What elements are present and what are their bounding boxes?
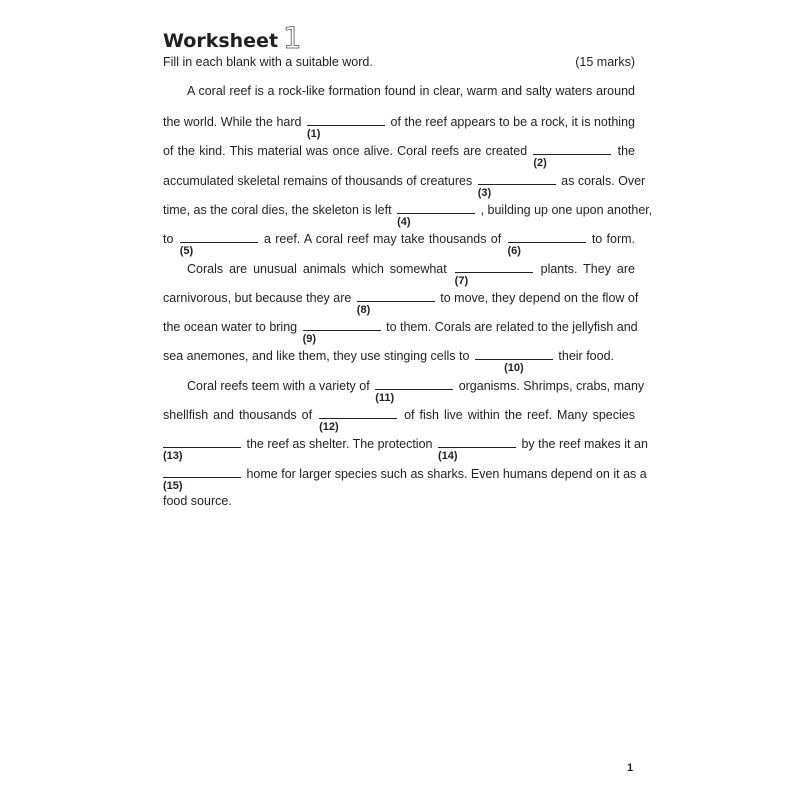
- instruction-text: Fill in each blank with a suitable word.: [163, 55, 373, 69]
- worksheet-title: [163, 20, 301, 54]
- blank-number: (12): [319, 421, 339, 433]
- answer-blank-14[interactable]: [437, 435, 516, 462]
- passage-text: a reef. A coral reef may take thousands of: [264, 232, 502, 246]
- blank-number: (10): [504, 362, 524, 374]
- blank-number: (6): [507, 245, 521, 257]
- passage-text: plants. They are: [540, 262, 635, 276]
- page-number: 1: [627, 762, 634, 774]
- passage-line: [163, 435, 648, 462]
- passage-line: [187, 260, 635, 287]
- answer-blank-12[interactable]: [319, 406, 397, 433]
- passage-text: to move, they depend on the flow of: [440, 291, 639, 305]
- passage-line: [163, 142, 635, 169]
- passage-text: their food.: [558, 349, 614, 363]
- blank-number: (7): [454, 275, 469, 287]
- passage-line: [163, 465, 647, 492]
- answer-blank-6[interactable]: [507, 230, 586, 257]
- blank-number: (1): [307, 128, 321, 140]
- passage-line: [163, 406, 635, 433]
- passage-text: Corals are unusual animals which somewhat: [187, 262, 447, 276]
- passage-text: the: [617, 144, 635, 158]
- blank-number: (8): [356, 304, 371, 316]
- answer-blank-15[interactable]: [163, 465, 241, 492]
- passage-line: [163, 347, 614, 374]
- passage-text: organisms. Shrimps, crabs, many: [458, 379, 645, 393]
- blank-number: (5): [179, 245, 194, 257]
- blank-number: (13): [163, 450, 183, 462]
- answer-blank-10[interactable]: [475, 347, 553, 374]
- answer-blank-2[interactable]: [533, 142, 611, 169]
- instruction-row: [163, 55, 635, 69]
- blank-number: (2): [533, 157, 547, 169]
- blank-number: (3): [477, 187, 492, 199]
- worksheet-number: 1: [283, 21, 302, 55]
- passage-text: the reef as shelter. The protection: [246, 437, 433, 451]
- answer-blank-7[interactable]: [454, 260, 533, 287]
- passage-text: to: [163, 232, 174, 246]
- blank-number: (4): [397, 216, 411, 228]
- marks-label: (15 marks): [575, 55, 635, 69]
- passage-line: [163, 113, 635, 140]
- passage-text: as corals. Over: [561, 174, 646, 188]
- passage-text: of the reef appears to be a rock, it is nothing: [390, 115, 635, 129]
- blank-number: (14): [437, 450, 458, 462]
- passage-line: [163, 494, 232, 510]
- passage-line: [187, 377, 645, 404]
- passage-text: carnivorous, but because they are: [163, 291, 352, 305]
- passage-text: sea anemones, and like them, they use stinging cells to: [163, 349, 470, 363]
- passage-text: home for larger species such as sharks. Even humans depend on it as a: [246, 467, 647, 481]
- passage-text: of the kind. This material was once alive. Coral reefs are created: [163, 144, 528, 158]
- passage-text: Coral reefs teem with a variety of: [187, 379, 370, 393]
- passage-text: accumulated skeletal remains of thousands of creatures: [163, 174, 473, 188]
- answer-blank-3[interactable]: [477, 172, 556, 199]
- passage-text: by the reef makes it an: [521, 437, 648, 451]
- blank-number: (11): [375, 392, 395, 404]
- answer-blank-9[interactable]: [302, 318, 381, 345]
- passage-text: shellfish and thousands of: [163, 408, 313, 422]
- passage-text: food source.: [163, 494, 232, 508]
- passage-text: A coral reef is a rock-like formation found in clear, warm and salty waters around: [187, 84, 635, 98]
- passage-text: the ocean water to bring: [163, 320, 298, 334]
- passage-line: [163, 230, 635, 257]
- passage-text: time, as the coral dies, the skeleton is left: [163, 203, 392, 217]
- blank-number: (15): [163, 480, 183, 492]
- answer-blank-4[interactable]: [397, 201, 475, 228]
- passage-line: [163, 318, 638, 345]
- passage-text: the world. While the hard: [163, 115, 302, 129]
- answer-blank-11[interactable]: [375, 377, 453, 404]
- passage-text: , building up one upon another,: [480, 203, 653, 217]
- title-text: Worksheet: [163, 30, 279, 52]
- passage-line: [163, 289, 639, 316]
- passage-line: [163, 201, 653, 228]
- answer-blank-1[interactable]: [307, 113, 385, 140]
- answer-blank-13[interactable]: [163, 435, 241, 462]
- passage-text: to form.: [591, 232, 635, 246]
- passage-text: to them. Corals are related to the jellyfish and: [386, 320, 638, 334]
- passage-line: [163, 172, 646, 199]
- answer-blank-8[interactable]: [356, 289, 435, 316]
- answer-blank-5[interactable]: [179, 230, 258, 257]
- passage-text: of fish live within the reef. Many species: [404, 408, 635, 422]
- blank-number: (9): [302, 333, 317, 345]
- passage-line: [187, 84, 635, 100]
